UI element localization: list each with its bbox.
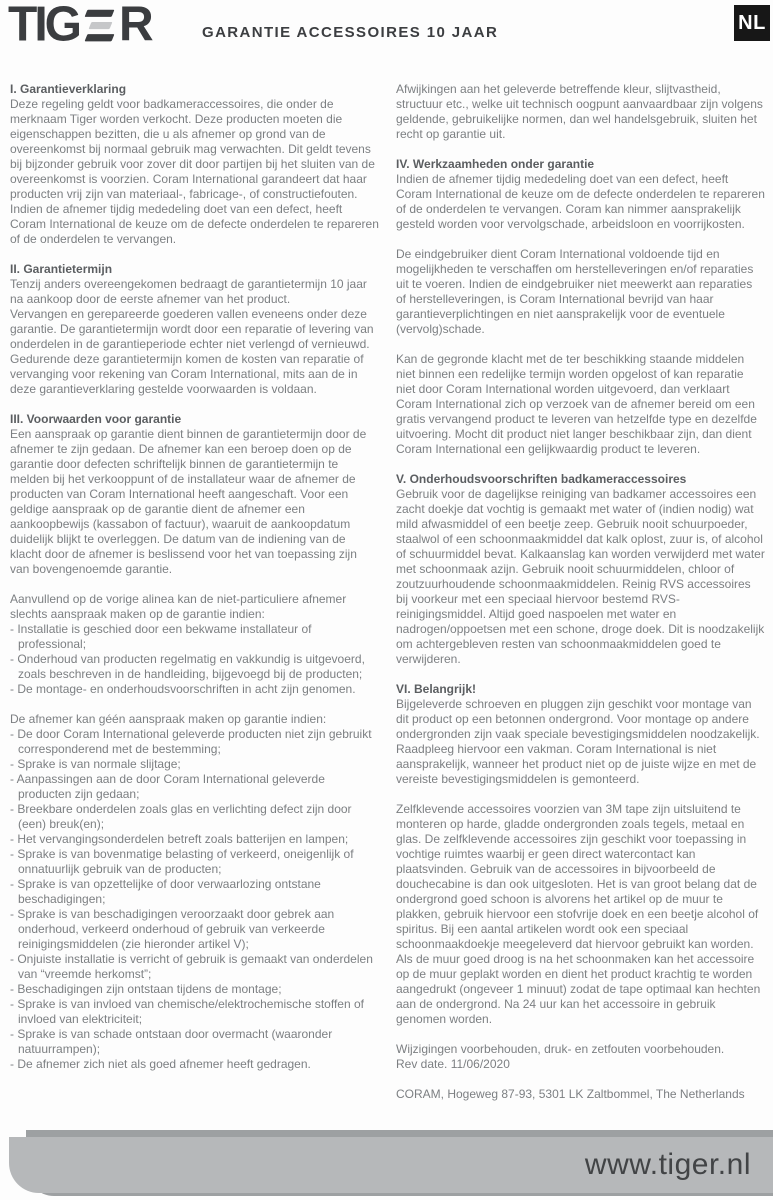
- section-heading-garantieverklaring: I. Garantieverklaring: [10, 82, 127, 96]
- paragraph: Gedurende deze garantietermijn komen de kosten van reparatie of vervanging voor rekening van Coram International, mits aan de in deze garantieverklaring gestelde voorwaarden is voldaan.: [10, 352, 364, 396]
- section-heading-voorwaarden: III. Voorwaarden voor garantie: [10, 412, 182, 426]
- paragraph: Zelfklevende accessoires voorzien van 3M tape zijn uitsluitend te monteren op harde, gladde ondergronden zoals tegels, metaal en glas. De zelfklevende accessoires zijn geschikt voor toepassing in vochtige ruimtes waarbij er geen direct watercontact kan plaatsvinden. Gebruik van de accessoires in bijvoorbeeld de douchecabine is dan ook uitgesloten. Het is van groot belang dat de ondergrond goed schoon is alvorens het artikel op de muur te plakken, gebruik hiervoor een stofvrije doek en een beetje alcohol of spiritus. Bij een aantal artikelen wordt ook een speciaal schoonmaakdoekje meegeleverd dat hiervoor gebruikt kan worden. Als de muur goed droog is na het schoonmaken kan het accessoire op de muur geplakt worden en dient het product krachtig te worden aangedrukt (ongeveer 1 minuut) zodat de tape optimaal kan hechten aan de ondergrond. Na 24 uur kan het accessoire in gebruik genomen worden.: [396, 802, 761, 1026]
- section-heading-onderhoudsvoorschriften: V. Onderhoudsvoorschriften badkameraccessoires: [396, 472, 687, 486]
- paragraph: Gebruik voor de dagelijkse reiniging van badkamer accessoires een zacht doekje dat vochtig is gemaakt met water of (indien nodig) wat mild afwasmiddel of een beetje zeep. Gebruik nooit schuurpoeder, staalwol of een schoonmaakmiddel dat kalk oplost, zuur is, of alcohol of schuurmiddel bevat. Kalkaanslag kan worden verwijderd met water met schoonmaak azijn. Gebruik nooit schuurmiddelen, chloor of zoutzuurhoudende schoonmaakmiddelen. Reinig RVS accessoires bij voorkeur met een speciaal hiervoor bestemd RVS-reinigingsmiddel. Altijd goed naspoelen met water en nadrogen/oppoetsen met een schone, droge doek. Dit is noodzakelijk om achtergebleven resten van schoonmaakmiddelen goed te verwijderen.: [396, 487, 765, 666]
- left-column: [10, 82, 379, 1102]
- paragraph: Afwijkingen aan het geleverde betreffende kleur, slijtvastheid, structuur etc., welke uit technisch oogpunt aanvaardbaar zijn volgens geldende, gebruikelijke normen, dan wel handelsgebruik, sluiten het recht op garantie uit.: [396, 82, 763, 141]
- section-heading-garantietermijn: II. Garantietermijn: [10, 262, 113, 276]
- section-heading-belangrijk: VI. Belangrijk!: [396, 682, 477, 696]
- logo-text-after-e: R: [119, 0, 151, 52]
- logo-e-bottom-bar: [85, 34, 115, 41]
- page-title: GARANTIE ACCESSOIRES 10 JAAR: [202, 24, 499, 41]
- paragraph: Deze regeling geldt voor badkameraccessoires, die onder de merknaam Tiger worden verkocht. Deze producten moeten die eigenschappen bezitten, die u als afnemer op grond van de overeenkomst bij normaal gebruik mag verwachten. Dit geldt tevens bij bijzonder gebruik voor zover dit door partijen bij het sluiten van de overeenkomst is voorzien. Coram International garandeert dat haar producten vrij zijn van materiaal-, fabricage-, of constructiefouten. Indien de afnemer tijdig mededeling doet van een defect, heeft Coram International de keuze om de defecte onderdelen te repareren of de onderdelen te vervangen.: [10, 97, 379, 246]
- list-item: - Aanpassingen aan de door Coram International geleverde producten zijn gedaan;: [10, 772, 379, 802]
- language-badge: NL: [734, 5, 770, 41]
- list-item: - Sprake is van normale slijtage;: [10, 757, 379, 772]
- paragraph: De eindgebruiker dient Coram International voldoende tijd en mogelijkheden te verschaffen om herstelleveringen en/of reparaties uit te voeren. Indien de eindgebruiker niet meewerkt aan reparaties of herstelleveringen, is Coram International bevrijd van haar garantieverplichtingen en niet aansprakelijk voor de eventuele (vervolg)schade.: [396, 247, 754, 336]
- list-item: - Installatie is geschied door een bekwame installateur of professional;: [10, 622, 379, 652]
- company-address: CORAM, Hogeweg 87-93, 5301 LK Zaltbommel, The Netherlands: [396, 1087, 745, 1101]
- list-item: - Sprake is van bovenmatige belasting of verkeerd, oneigenlijk of onnatuurlijk gebruik van de producten;: [10, 847, 379, 877]
- logo-e-middle-bar: [89, 22, 113, 29]
- logo-e-top-bar: [85, 10, 115, 17]
- paragraph: Een aanspraak op garantie dient binnen de garantietermijn door de afnemer te zijn gedaan. De afnemer kan een beroep doen op de garantie door defecten schriftelijk binnen de garantietermijn te melden bij het verkooppunt of de installateur waar de afnemer de producten van Coram International heeft aangeschaft. Voor een geldige aanspraak op de garantie dient de afnemer een aankoopbewijs (kassabon of factuur), waaruit de aankoopdatum duidelijk blijkt te overleggen. De datum van de indiening van de klacht door de afnemer is beslissend voor het van toepassing zijn van bovengenoemde garantie.: [10, 427, 367, 576]
- paragraph: Indien de afnemer tijdig mededeling doet van een defect, heeft Coram International de keuze om de defecte onderdelen te repareren of de onderdelen te vervangen. Coram kan nimmer aansprakelijk gesteld worden voor vervolgschade, arbeidsloon en voorrijkosten.: [396, 172, 765, 231]
- list-item: - Beschadigingen zijn ontstaan tijdens de montage;: [10, 982, 379, 997]
- exclusions-intro: De afnemer kan géén aanspraak maken op garantie indien:: [10, 712, 327, 726]
- list-item: - Het vervangingsonderdelen betreft zoals batterijen en lampen;: [10, 832, 379, 847]
- logo-text-before-e: TIG: [8, 0, 79, 52]
- additional-conditions-list: [10, 622, 379, 697]
- list-item: - De afnemer zich niet als goed afnemer heeft gedragen.: [10, 1057, 379, 1072]
- footer-ribbon: [0, 1130, 773, 1200]
- list-item: - Sprake is van schade ontstaan door overmacht (waaronder natuurrampen);: [10, 1027, 379, 1057]
- paragraph: Bijgeleverde schroeven en pluggen zijn geschikt voor montage van dit product op een betonnen ondergrond. Voor montage op andere ondergronden zijn vaak speciale bevestigingsmiddelen noodzakelijk. Raadpleeg hiervoor een vakman. Coram International is niet aansprakelijk, wanneer het product niet op de juiste wijze en met de vereiste bevestigingsmiddelen is gemonteerd.: [396, 697, 760, 786]
- section-heading-werkzaamheden: IV. Werkzaamheden onder garantie: [396, 157, 595, 171]
- list-item: - Onderhoud van producten regelmatig en vakkundig is uitgevoerd, zoals beschreven in de handleiding, bijgevoegd bij de producten;: [10, 652, 379, 682]
- paragraph: Vervangen en gerepareerde goederen vallen eveneens onder deze garantie. De garantietermijn wordt door een reparatie of levering van onderdelen in de garantieperiode echter niet verlengd of vernieuwd.: [10, 307, 374, 351]
- list-item: - Sprake is van beschadigingen veroorzaakt door gebrek aan onderhoud, verkeerd onderhoud of gebruik van verkeerde reinigingsmiddelen (zie hieronder artikel V);: [10, 907, 379, 952]
- paragraph: Kan de gegronde klacht met de ter beschikking staande middelen niet binnen een redelijke termijn worden opgelost of kan reparatie niet door Coram International worden uitgevoerd, dan verklaart Coram International zich op verzoek van de afnemer bereid om een gratis vervangend product te leveren van hetzelfde type en dezelfde uitvoering. Mocht dit product niet langer beschikbaar zijn, dan dient Coram International een gelijkwaardig product te leveren.: [396, 352, 757, 456]
- document-body: [10, 82, 765, 1102]
- list-item: - Sprake is van invloed van chemische/elektrochemische stoffen of invloed van elektriciteit;: [10, 997, 379, 1027]
- list-item: - De montage- en onderhoudsvoorschriften in acht zijn genomen.: [10, 682, 379, 697]
- tiger-logo: [8, 0, 151, 52]
- additional-conditions-intro: Aanvullend op de vorige alinea kan de niet-particuliere afnemer slechts aanspraak maken op de garantie indien:: [10, 592, 347, 621]
- list-item: - De door Coram International geleverde producten niet zijn gebruikt corresponderend met de bestemming;: [10, 727, 379, 757]
- list-item: - Breekbare onderdelen zoals glas en verlichting defect zijn door (een) breuk(en);: [10, 802, 379, 832]
- disclaimer-text: Wijzigingen voorbehouden, druk- en zetfouten voorbehouden.: [396, 1042, 725, 1056]
- revision-date: Rev date. 11/06/2020: [396, 1057, 510, 1071]
- website-url: www.tiger.nl: [584, 1148, 751, 1181]
- right-column: [396, 82, 765, 1102]
- paragraph: Tenzij anders overeengekomen bedraagt de garantietermijn 10 jaar na aankoop door de eerste afnemer van het product.: [10, 277, 367, 306]
- exclusions-list: [10, 727, 379, 1072]
- list-item: - Onjuiste installatie is verricht of gebruik is gemaakt van onderdelen van “vreemde herkomst”;: [10, 952, 379, 982]
- list-item: - Sprake is van opzettelijke of door verwaarlozing ontstane beschadigingen;: [10, 877, 379, 907]
- logo-stylized-e-icon: [86, 10, 113, 42]
